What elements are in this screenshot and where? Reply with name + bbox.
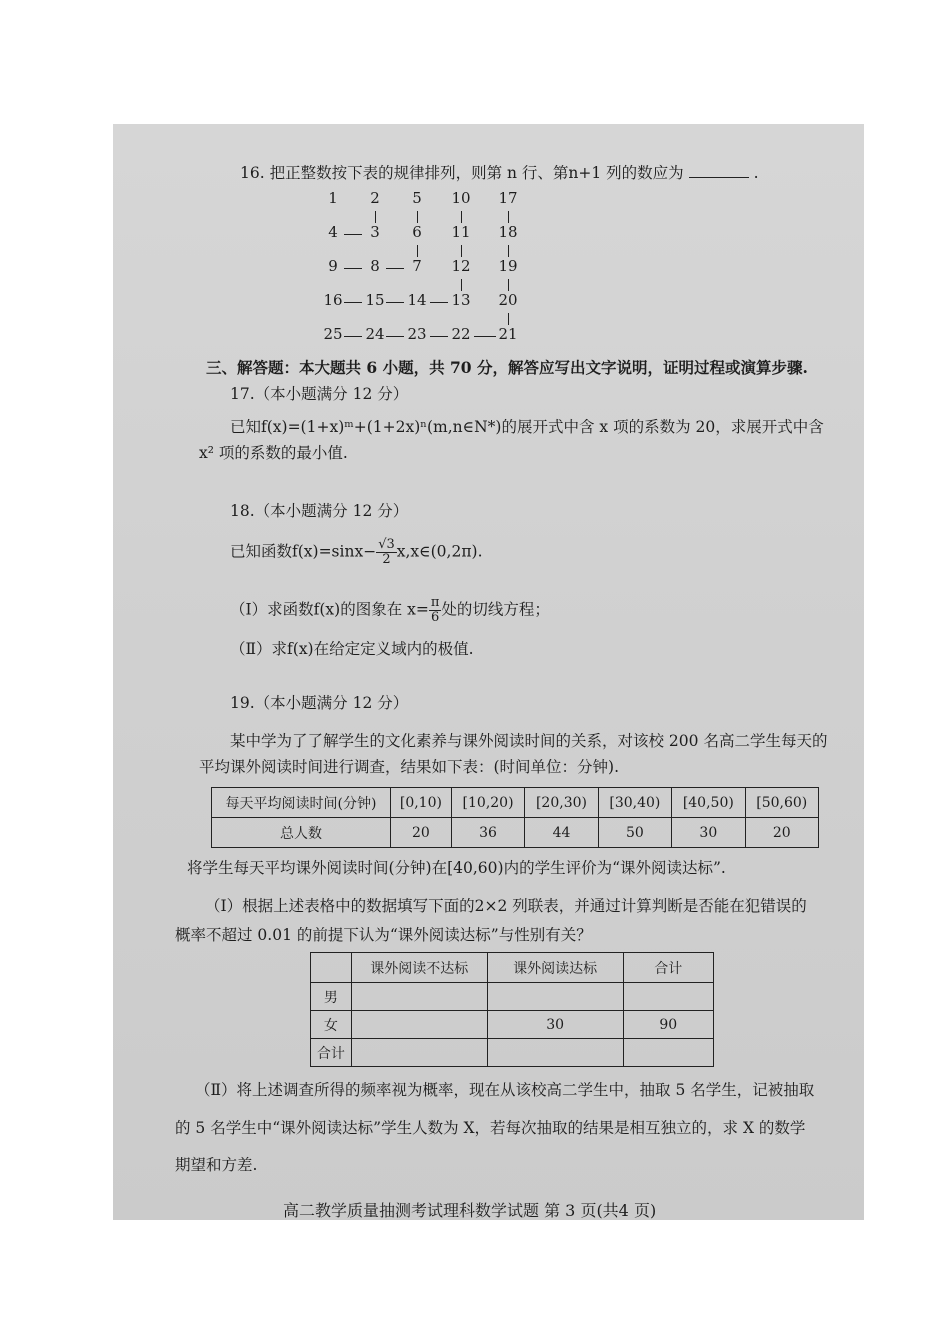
grid-cell: 22 [451, 325, 471, 343]
question-19-line2: 平均课外阅读时间进行调查，结果如下表：(时间单位：分钟). [199, 758, 620, 776]
grid-connector [386, 268, 404, 269]
grid-cell: 19 [498, 257, 518, 275]
table-row-header: 总人数 [212, 818, 391, 848]
grid-connector [417, 211, 418, 223]
grid-connector [508, 279, 509, 291]
interval-cell: [20,30) [525, 788, 598, 818]
table-cell: 90 [623, 1011, 713, 1039]
grid-connector [430, 302, 448, 303]
exam-page [113, 124, 864, 1220]
grid-connector [461, 245, 462, 257]
section-3-heading: 三、解答题：本大题共 6 小题，共 70 分，解答应写出文字说明，证明过程或演算步骤. [206, 358, 808, 377]
grid-cell: 9 [328, 257, 338, 275]
table-cell [351, 1011, 487, 1039]
column-header: 课外阅读达标 [487, 953, 623, 983]
grid-connector [386, 336, 404, 337]
grid-cell: 5 [412, 189, 422, 207]
table-cell [487, 983, 623, 1011]
grid-cell: 15 [365, 291, 385, 309]
question-19-line1: 某中学为了了解学生的文化素养与课外阅读时间的关系，对该校 200 名高二学生每天的 [230, 732, 828, 750]
table-cell [351, 983, 487, 1011]
answer-blank [689, 163, 749, 178]
count-cell: 50 [598, 818, 671, 848]
grid-cell: 7 [412, 257, 422, 275]
grid-cell: 13 [451, 291, 471, 309]
table-cell [623, 1039, 713, 1067]
table-cell [623, 983, 713, 1011]
table-row-header: 每天平均阅读时间(分钟) [212, 788, 391, 818]
grid-cell: 24 [365, 325, 385, 343]
question-18-part2: （Ⅱ）求f(x)在给定定义域内的极值. [230, 640, 474, 658]
count-cell: 44 [525, 818, 598, 848]
grid-connector [430, 336, 448, 337]
question-17-head: 17.（本小题满分 12 分） [230, 385, 409, 403]
row-label: 男 [311, 983, 352, 1011]
table-cell [487, 1039, 623, 1067]
grid-cell: 20 [498, 291, 518, 309]
interval-cell: [30,40) [598, 788, 671, 818]
bleed-through-text [740, 154, 860, 754]
grid-connector [344, 336, 362, 337]
contingency-table [310, 952, 714, 1067]
question-17-line1: 已知f(x)=(1+x)ᵐ+(1+2x)ⁿ(m,n∈N*)的展开式中含 x 项的系数为 20，求展开式中含 [230, 418, 824, 436]
grid-cell: 11 [451, 223, 471, 241]
question-19-part1-line1: （Ⅰ）根据上述表格中的数据填写下面的2×2 列联表，并通过计算判断是否能在犯错误的 [205, 897, 807, 915]
grid-connector [474, 336, 496, 337]
grid-cell: 12 [451, 257, 471, 275]
count-cell: 36 [451, 818, 524, 848]
grid-cell: 6 [412, 223, 422, 241]
question-17-line2: x² 项的系数的最小值. [199, 444, 348, 462]
grid-cell: 8 [370, 257, 380, 275]
count-cell: 30 [672, 818, 745, 848]
grid-connector [375, 211, 376, 223]
number-grid [318, 189, 538, 354]
question-19-part1-line2: 概率不超过 0.01 的前提下认为“课外阅读达标”与性别有关？ [175, 926, 592, 944]
grid-cell: 1 [328, 189, 338, 207]
question-18-head: 18.（本小题满分 12 分） [230, 502, 409, 520]
interval-cell: [40,50) [672, 788, 745, 818]
grid-connector [508, 211, 509, 223]
pi-over-6-fraction: $\frac{\pi}{6}$ [430, 595, 440, 625]
interval-cell: [50,60) [745, 788, 818, 818]
question-19-head: 19.（本小题满分 12 分） [230, 694, 409, 712]
table-corner [311, 953, 352, 983]
grid-cell: 4 [328, 223, 338, 241]
count-cell: 20 [391, 818, 452, 848]
question-19-part2-line1: （Ⅱ）将上述调查所得的频率视为概率，现在从该校高二学生中，抽取 5 名学生，记被抽取 [195, 1081, 815, 1099]
question-19-part2-line3: 期望和方差. [175, 1156, 258, 1174]
interval-cell: [0,10) [391, 788, 452, 818]
question-19-line3: 将学生每天平均课外阅读时间(分钟)在[40,60)内的学生评价为“课外阅读达标”. [187, 859, 726, 877]
grid-connector [386, 302, 404, 303]
reading-time-table [211, 787, 819, 848]
row-label: 合计 [311, 1039, 352, 1067]
grid-cell: 18 [498, 223, 518, 241]
column-header: 课外阅读不达标 [351, 953, 487, 983]
grid-cell: 25 [323, 325, 343, 343]
grid-connector [461, 279, 462, 291]
grid-connector [344, 302, 362, 303]
count-cell: 20 [745, 818, 818, 848]
question-18-line1: 已知函数f(x)=sinx− $\frac{√3}{2}$ x,x∈(0,2π). [230, 537, 483, 567]
grid-connector [417, 245, 418, 257]
table-cell: 30 [487, 1011, 623, 1039]
grid-cell: 2 [370, 189, 380, 207]
grid-connector [508, 245, 509, 257]
grid-cell: 17 [498, 189, 518, 207]
question-18-part1: （Ⅰ）求函数f(x)的图象在 x= $\frac{\pi}{6}$ 处的切线方程； [230, 595, 550, 625]
grid-connector [344, 268, 362, 269]
grid-cell: 16 [323, 291, 343, 309]
grid-cell: 23 [407, 325, 427, 343]
row-label: 女 [311, 1011, 352, 1039]
grid-connector [508, 313, 509, 325]
grid-cell: 14 [407, 291, 427, 309]
question-19-part2-line2: 的 5 名学生中“课外阅读达标”学生人数为 X，若每次抽取的结果是相互独立的，求 X 的数学 [175, 1119, 806, 1137]
question-16: 16. 把正整数按下表的规律排列，则第 n 行、第n+1 列的数应为 . [240, 164, 759, 182]
table-cell [351, 1039, 487, 1067]
grid-cell: 10 [451, 189, 471, 207]
grid-connector [461, 211, 462, 223]
page-footer: 高二教学质量抽测考试理科数学试题 第 3 页(共4 页) [283, 1201, 657, 1220]
grid-connector [344, 234, 362, 235]
grid-cell: 21 [498, 325, 518, 343]
interval-cell: [10,20) [451, 788, 524, 818]
sqrt3-over-2-fraction: $\frac{√3}{2}$ [378, 537, 395, 567]
grid-cell: 3 [370, 223, 380, 241]
column-header: 合计 [623, 953, 713, 983]
